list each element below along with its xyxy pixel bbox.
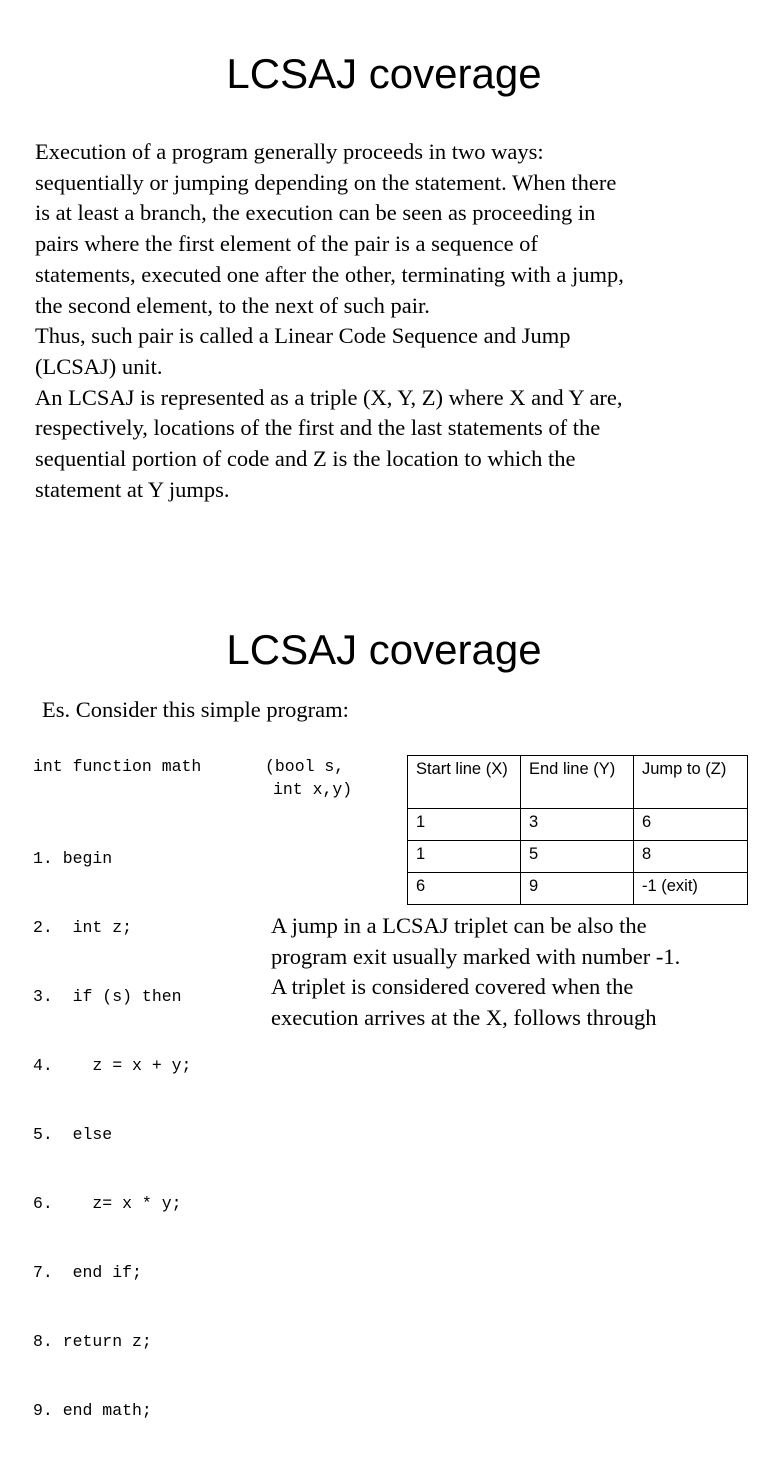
code-line: 7. end if; [33, 1263, 142, 1282]
table-row [408, 873, 748, 905]
code-line: 9. end math; [33, 1401, 152, 1420]
intro-text: Es. Consider this simple program: [42, 697, 349, 722]
text-line: the second element, to the next of such pair. [35, 292, 430, 318]
text-line: A triplet is considered covered when the [271, 974, 634, 1000]
text-line: respectively, locations of the first and the last statements of the [35, 415, 601, 441]
function-signature: int function math [33, 757, 202, 776]
table-cell: -1 (exit) [634, 873, 748, 905]
text-line: pairs where the first element of the pair is a sequence of [35, 231, 538, 257]
table-header-cell: End line (Y) [521, 756, 634, 809]
text-line: program exit usually marked with number -1. [271, 943, 681, 969]
text-line: execution arrives at the X, follows through [271, 1005, 657, 1031]
table-cell: 1 [408, 841, 521, 873]
table-cell: 5 [521, 841, 634, 873]
code-line: 5. else [33, 1125, 113, 1144]
slide-title: LCSAJ coverage [226, 50, 542, 97]
table-cell: 9 [521, 873, 634, 905]
text-line: is at least a branch, the execution can be seen as proceeding in [35, 200, 596, 226]
code-line: 4. z = x + y; [33, 1056, 192, 1075]
code-line: 6. z= x * y; [33, 1194, 182, 1213]
table-row [408, 809, 748, 841]
slide-title: LCSAJ coverage [226, 626, 542, 673]
code-line: 8. return z; [33, 1332, 152, 1351]
table-cell: 6 [634, 809, 748, 841]
table-cell: 6 [408, 873, 521, 905]
table-cell: 8 [634, 841, 748, 873]
code-line: 2. int z; [33, 918, 133, 937]
table-cell: 1 [408, 809, 521, 841]
text-line: Execution of a program generally proceeds in two ways: [35, 139, 544, 164]
text-line: statement at Y jumps. [35, 476, 230, 502]
code-listing [33, 801, 191, 1468]
text-line: sequential portion of code and Z is the location to which the [35, 446, 576, 472]
table-header-row [408, 756, 748, 809]
function-params: int x,y) [273, 780, 353, 799]
table-header-cell: Jump to (Z) [634, 756, 748, 809]
text-line: An LCSAJ is represented as a triple (X, Y, Z) where X and Y are, [35, 384, 623, 410]
table-cell: 3 [521, 809, 634, 841]
table-header-cell: Start line (X) [408, 756, 521, 809]
text-line: statements, executed one after the other, terminating with a jump, [35, 261, 624, 287]
jump-explanation [271, 911, 761, 1034]
code-line: 1. begin [33, 849, 113, 868]
code-line: 3. if (s) then [33, 987, 182, 1006]
text-line: sequentially or jumping depending on the statement. When there [35, 169, 617, 195]
text-line: (LCSAJ) unit. [35, 353, 163, 379]
function-params: (bool s, [265, 757, 345, 776]
text-line: A jump in a LCSAJ triplet can be also the [271, 913, 647, 938]
lcsaj-table [407, 755, 748, 905]
text-line: Thus, such pair is called a Linear Code Sequence and Jump [35, 323, 571, 349]
lcsaj-explanation [35, 137, 735, 505]
table-row [408, 841, 748, 873]
